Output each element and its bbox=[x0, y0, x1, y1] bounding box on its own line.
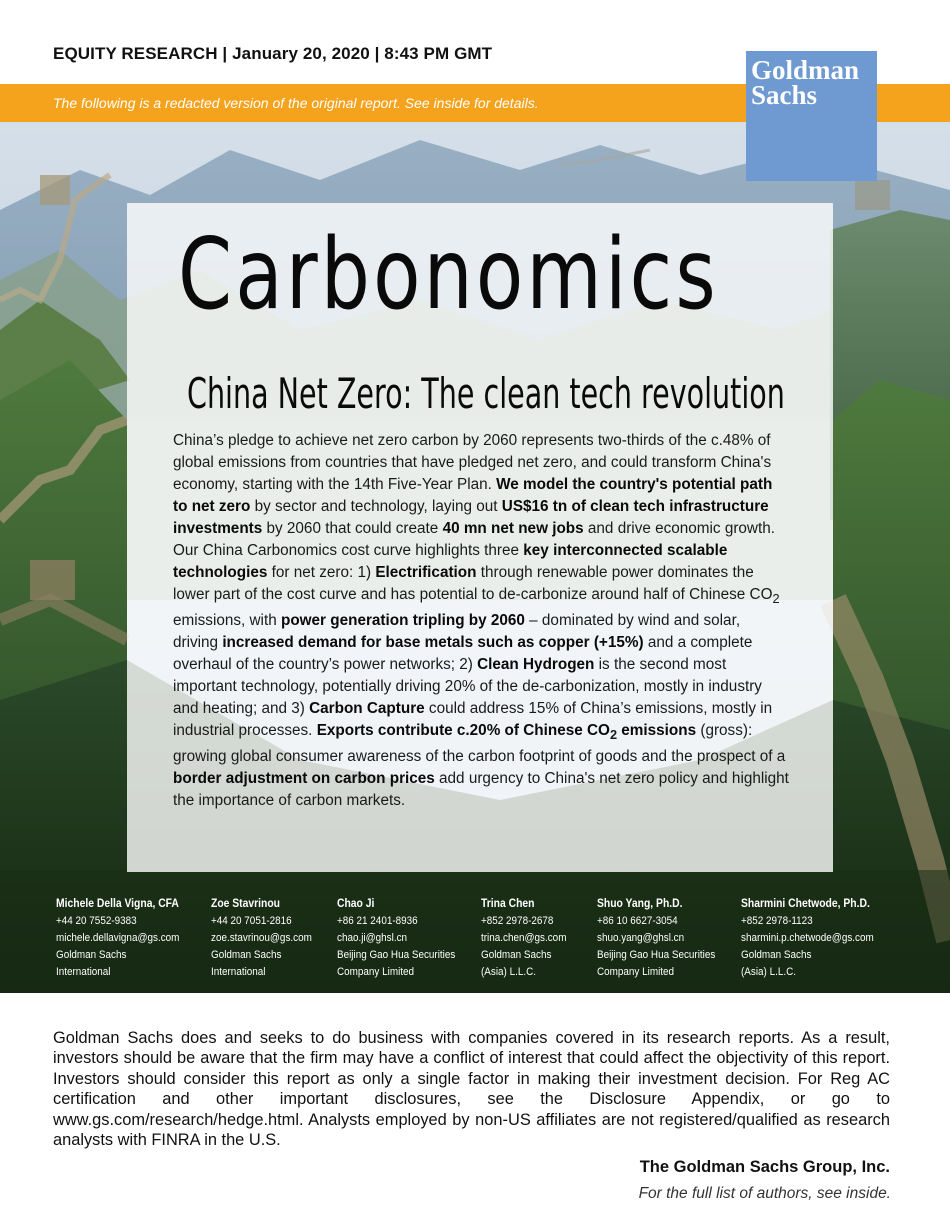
author-firm2: International bbox=[211, 966, 266, 978]
summary-highlight: 40 mn net new jobs bbox=[442, 520, 584, 537]
summary-text: China’s pledge to achieve net zero carbon by 2060 represents two-thirds of the c.48% of global emissions from countries that have pledged net zero, and could transform China's economy, starting with the 14th Five-Year Plan. bbox=[173, 432, 772, 493]
summary-highlight: We model the country's potential path to net zero bbox=[173, 476, 773, 515]
summary-highlight: increased demand for base metals such as copper (+15%) bbox=[222, 634, 644, 652]
summary-text: add urgency to China's net zero policy and highlight the importance of carbon markets. bbox=[173, 770, 789, 810]
summary-highlight: Exports contribute c.20% of Chinese CO bbox=[316, 722, 610, 740]
report-title: Carbonomics bbox=[178, 218, 719, 332]
goldman-sachs-logo bbox=[746, 51, 877, 181]
author-card bbox=[481, 896, 566, 981]
summary-text: – dominated by wind and solar, driving bbox=[173, 612, 741, 652]
summary-highlight: US$16 tn of clean tech infrastructure investments bbox=[173, 498, 769, 537]
author-phone: +86 10 6627-3054 bbox=[597, 915, 678, 927]
summary-highlight: Electrification bbox=[375, 564, 477, 581]
author-firm2: (Asia) L.L.C. bbox=[741, 966, 797, 978]
summary-text: through renewable power dominates the lower part of the cost curve and has potential to de-carbonize around half of Chinese CO bbox=[173, 564, 773, 603]
author-email[interactable]: michele.dellavigna@gs.com bbox=[56, 932, 180, 944]
author-name: Sharmini Chetwode, Ph.D. bbox=[741, 898, 870, 910]
author-firm1: Goldman Sachs bbox=[741, 949, 812, 961]
summary-highlight: 2 bbox=[609, 727, 618, 743]
author-name: Chao Ji bbox=[337, 898, 375, 910]
summary-text: for net zero: 1) bbox=[267, 564, 376, 581]
author-email[interactable]: shuo.yang@ghsl.cn bbox=[597, 932, 685, 944]
author-firm1: Beijing Gao Hua Securities bbox=[337, 949, 456, 961]
summary-text: and drive economic growth. Our China Carbonomics cost curve highlights three bbox=[173, 520, 775, 559]
author-email[interactable]: chao.ji@ghsl.cn bbox=[337, 932, 408, 944]
author-phone: +44 20 7552-9383 bbox=[56, 915, 137, 927]
author-email[interactable]: sharmini.p.chetwode@gs.com bbox=[741, 932, 874, 944]
summary-text: 2 bbox=[772, 591, 780, 607]
author-card bbox=[56, 896, 179, 981]
author-card bbox=[597, 896, 715, 981]
author-card bbox=[741, 896, 874, 981]
author-phone: +44 20 7051-2816 bbox=[211, 915, 292, 927]
author-firm2: Company Limited bbox=[597, 966, 675, 978]
group-name: The Goldman Sachs Group, Inc. bbox=[639, 1158, 890, 1176]
author-email[interactable]: zoe.stavrinou@gs.com bbox=[211, 932, 312, 944]
author-phone: +852 2978-2678 bbox=[481, 915, 554, 927]
author-card bbox=[211, 896, 312, 981]
summary-text: by 2060 that could create bbox=[262, 520, 443, 537]
logo-wordmark: Goldman Sachs bbox=[751, 55, 860, 110]
summary-text: could address 15% of China’s emissions, mostly in industrial processes. bbox=[173, 700, 773, 740]
author-phone: +86 21 2401-8936 bbox=[337, 915, 418, 927]
summary-text: is the second most important technology, potentially driving 20% of the de-carbonization, mostly in industry and heating; and 3) bbox=[173, 656, 762, 718]
disclosure-text: Goldman Sachs does and seeks to do business with companies covered in its research reports. As a result, investors should be aware that the firm may have a conflict of interest that could affect the objectivity of this report. Investors should consider this report as only a single factor in making their investment decision. For Reg AC certification and other important disclosures, see the Disclosure Appendix, or go to www.gs.com/research/hedge.html. Analysts employed by non-US affiliates are not registered/qualified as research analysts with FINRA in the U.S. bbox=[53, 1029, 890, 1150]
author-firm2: Company Limited bbox=[337, 966, 415, 978]
report-dateline: EQUITY RESEARCH | January 20, 2020 | 8:43 PM GMT bbox=[53, 44, 493, 63]
summary-text: emissions, with bbox=[173, 612, 281, 630]
summary-highlight: Clean Hydrogen bbox=[477, 656, 595, 674]
summary-text: by sector and technology, laying out bbox=[250, 498, 502, 515]
author-firm2: International bbox=[56, 966, 111, 978]
summary-highlight: emissions bbox=[617, 722, 697, 740]
author-firm1: Goldman Sachs bbox=[56, 949, 127, 961]
author-phone: +852 2978-1123 bbox=[741, 915, 813, 927]
author-card bbox=[337, 896, 455, 981]
author-list bbox=[0, 896, 950, 986]
summary-text: (gross): growing global consumer awareness of the carbon footprint of goods and the prospect of a bbox=[173, 722, 786, 766]
report-subtitle: China Net Zero: The clean tech revolution bbox=[187, 369, 785, 418]
author-firm1: Beijing Gao Hua Securities bbox=[597, 949, 716, 961]
author-name: Shuo Yang, Ph.D. bbox=[597, 898, 683, 910]
executive-summary bbox=[173, 430, 789, 812]
author-name: Trina Chen bbox=[481, 898, 535, 910]
summary-highlight: Carbon Capture bbox=[309, 700, 425, 718]
author-firm1: Goldman Sachs bbox=[481, 949, 552, 961]
author-firm2: (Asia) L.L.C. bbox=[481, 966, 537, 978]
summary-highlight: power generation tripling by 2060 bbox=[280, 612, 525, 630]
summary-highlight: key interconnected scalable technologies bbox=[173, 542, 728, 581]
author-firm1: Goldman Sachs bbox=[211, 949, 282, 961]
author-email[interactable]: trina.chen@gs.com bbox=[481, 932, 567, 944]
author-name: Michele Della Vigna, CFA bbox=[56, 898, 179, 910]
authors-note: For the full list of authors, see inside. bbox=[638, 1185, 891, 1202]
redaction-note: The following is a redacted version of the original report. See inside for details. bbox=[53, 95, 539, 111]
summary-text: and a complete overhaul of the country’s power networks; 2) bbox=[173, 634, 753, 674]
author-name: Zoe Stavrinou bbox=[211, 898, 281, 910]
summary-highlight: border adjustment on carbon prices bbox=[173, 770, 435, 788]
